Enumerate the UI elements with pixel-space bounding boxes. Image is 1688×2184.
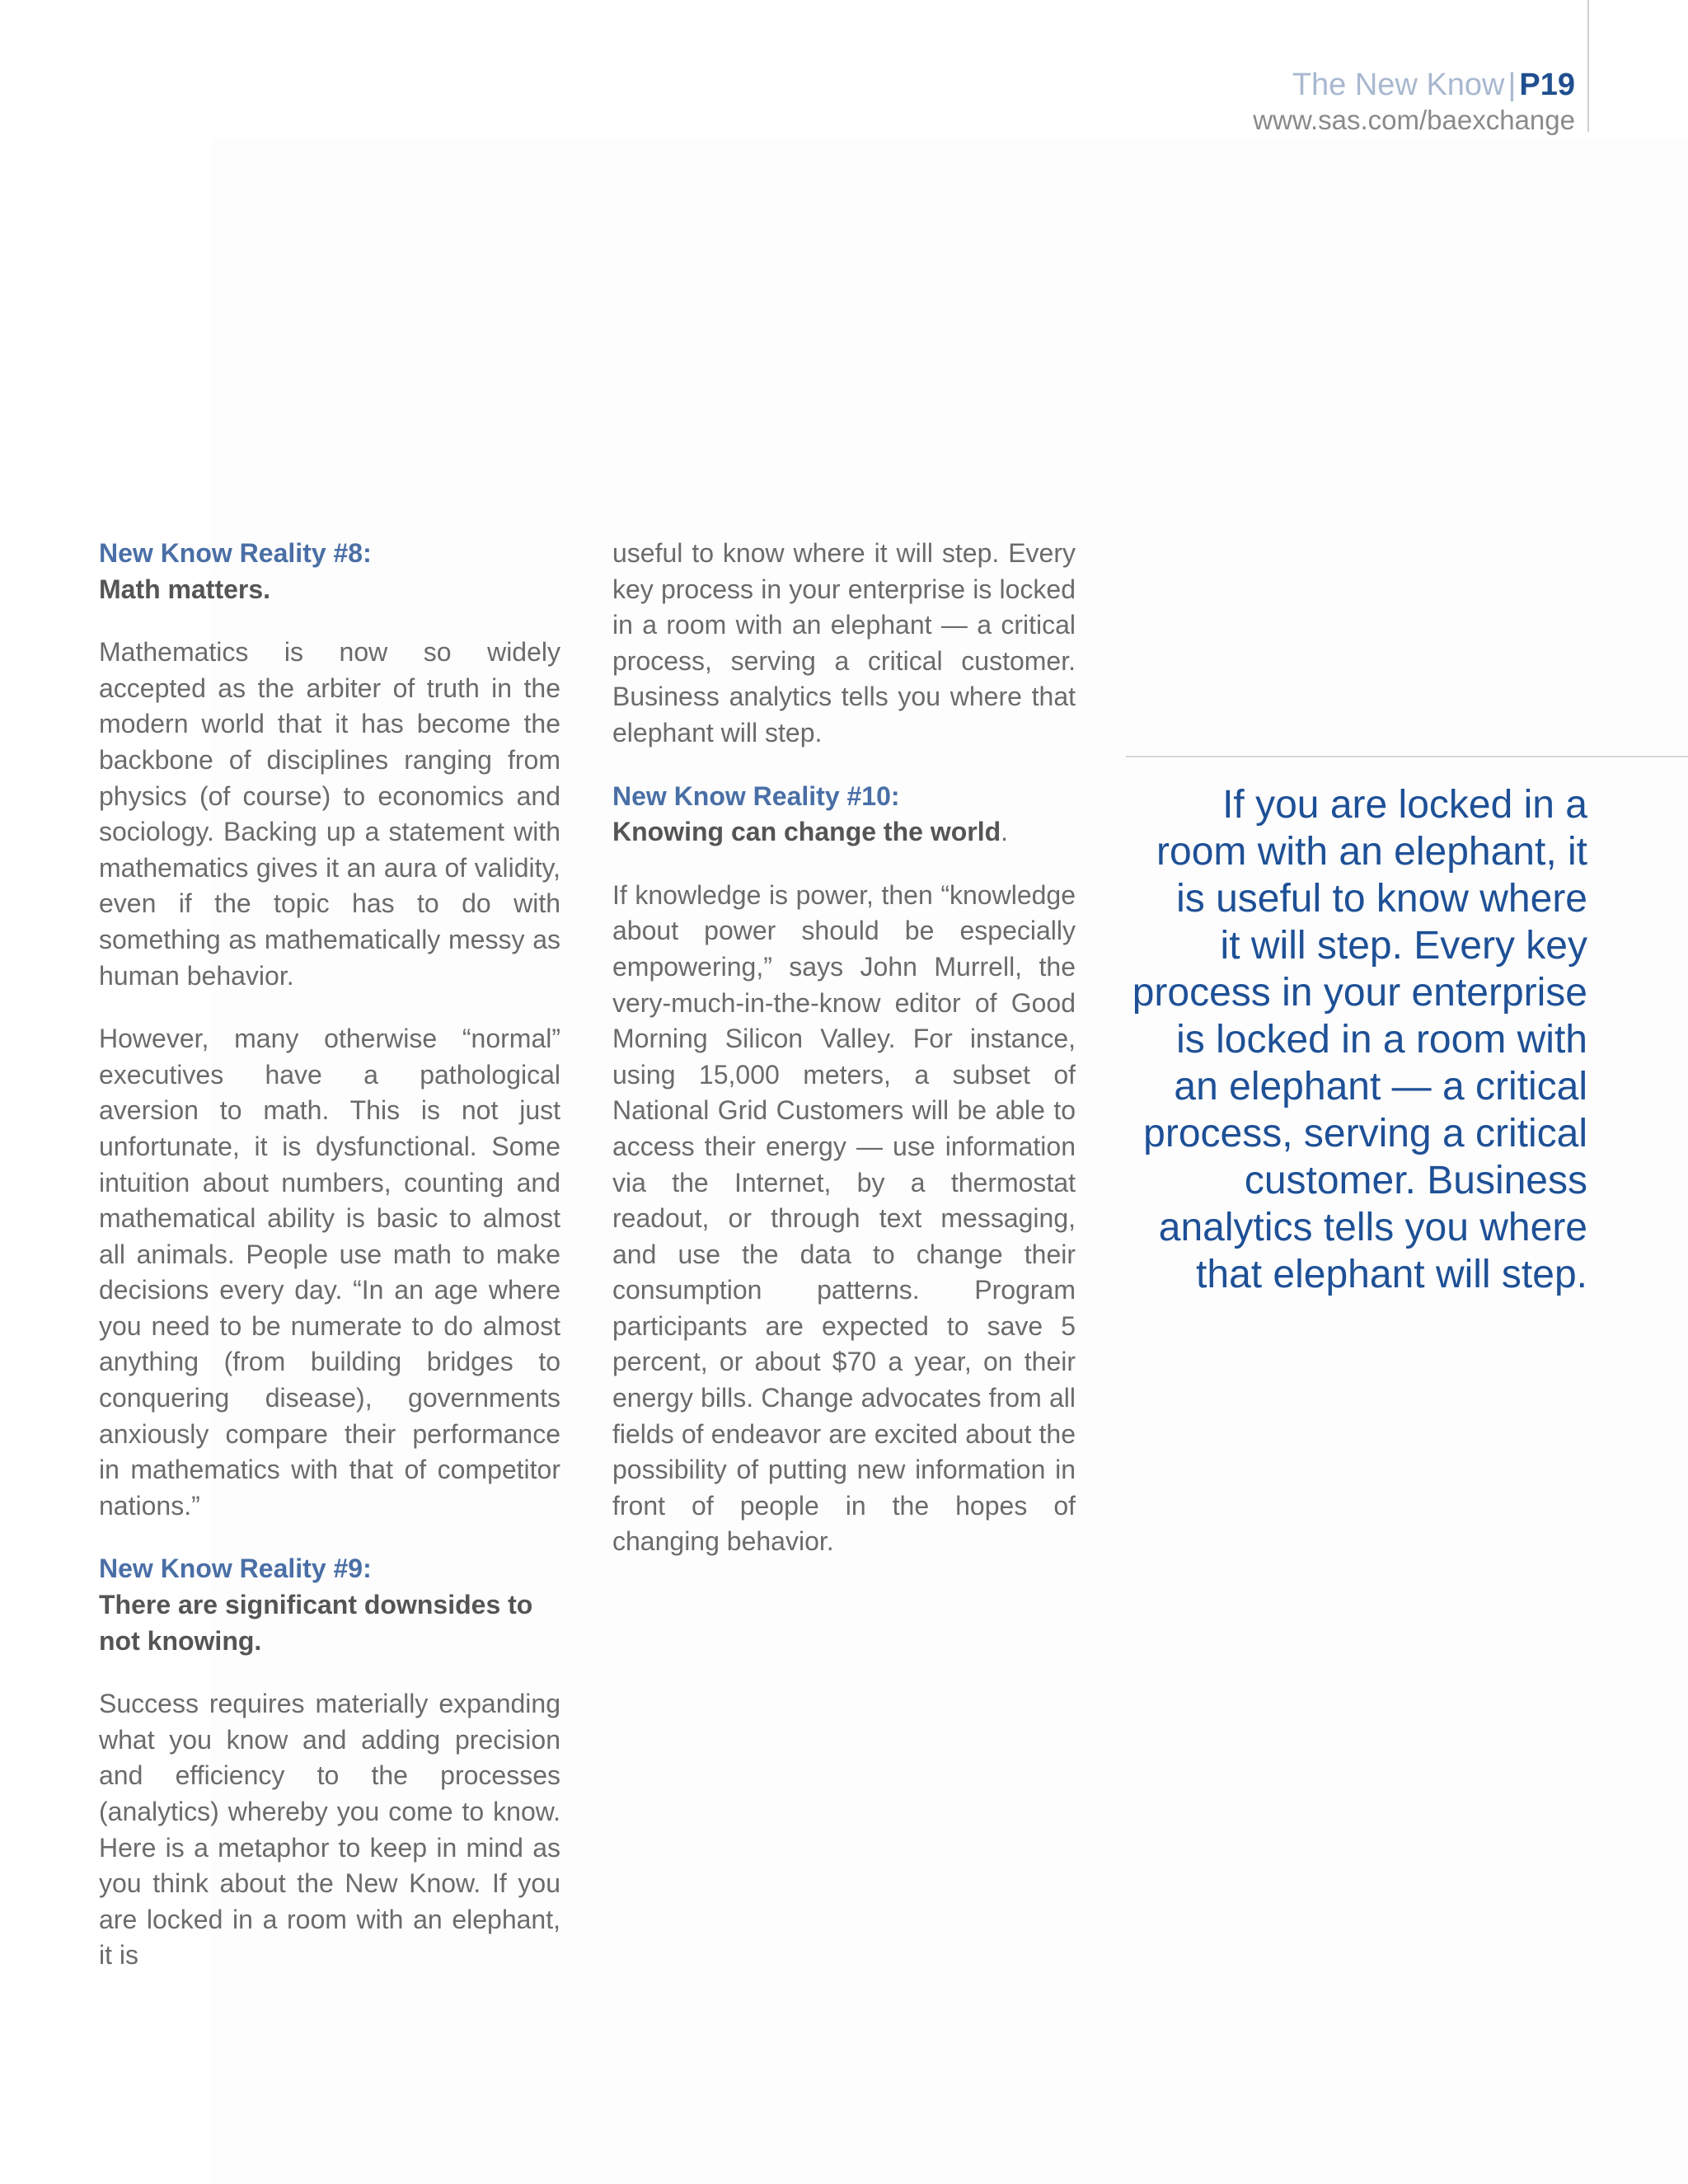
paragraph: Success requires materially expanding what you know and adding precision and efficiency to the processes (analytics) whereby you come to know. Here is a metaphor to keep in mind as you think about the New Know. If you are locked in a room with an elephant, it is (99, 1689, 560, 1971)
section-10-subheading (612, 814, 1076, 851)
pull-quote (1121, 781, 1587, 1298)
section-10-subheading-text: Knowing can change the world (612, 817, 1001, 847)
section-8-subheading: Math matters. (99, 574, 271, 604)
section-8-heading-block (99, 536, 560, 607)
pull-quote-line: it will step. Every key (1220, 924, 1587, 968)
section-10-subheading-period: . (1001, 817, 1009, 847)
header-title: The New Know (1292, 68, 1505, 102)
running-header (1292, 64, 1575, 105)
pull-quote-line: customer. Business (1244, 1159, 1587, 1202)
section-9-subheading: There are significant downsides to not knowing. (99, 1590, 533, 1656)
header-url[interactable]: www.sas.com/baexchange (1253, 105, 1575, 135)
header-separator: | (1507, 68, 1517, 102)
section-8-heading: New Know Reality #8: (99, 538, 372, 568)
pull-quote-line: process in your enterprise (1132, 971, 1587, 1015)
pull-quote-line: an elephant — a critical (1174, 1065, 1587, 1108)
pull-quote-line: is useful to know where (1176, 877, 1587, 921)
pull-quote-line: that elephant will step. (1196, 1253, 1587, 1296)
paragraph: useful to know where it will step. Every key process in your enterprise is locked in a room with an elephant — a critical process, serving a critical customer. Business analytics tells you where that elephant will step. (612, 538, 1076, 748)
pull-quote-line: If you are locked in a (1222, 783, 1587, 827)
column-left (99, 536, 560, 2001)
section-10-heading: New Know Reality #10: (612, 780, 900, 811)
section-9-heading-block (99, 1551, 560, 1659)
header-vertical-rule (1587, 0, 1589, 132)
pull-quote-line: analytics tells you where (1158, 1206, 1587, 1249)
pull-quote-line: is locked in a room with (1176, 1018, 1587, 1062)
section-9-heading: New Know Reality #9: (99, 1554, 372, 1584)
page-number: P19 (1519, 68, 1575, 102)
pull-quote-rule (1126, 756, 1688, 757)
paragraph: However, many otherwise “normal” executives have a pathological aversion to math. This is not just unfortunate, it is dysfunctional. Some intuition about numbers, counting and mathematical ability is basic to almost all animals. People use math to make decisions every day. “In an age where you need to be numerate to do almost anything (from building bridges to conquering disease), governments anxiously compare their performance in mathematics with that of competitor nations.” (99, 1024, 560, 1521)
pull-quote-line: room with an elephant, it (1156, 830, 1587, 874)
column-middle (612, 536, 1076, 1587)
paragraph: If knowledge is power, then “knowledge about power should be especially empowering,” says John Murrell, the very-much-in-the-know editor of Good Morning Silicon Valley. For instance, using 15,000 meters, a subset of National Grid Customers will be able to access their energy — use information via the Internet, by a thermostat readout, or through text messaging, and use the data to change their consumption patterns. Program participants are expected to save 5 percent, or about $70 a year, on their energy bills. Change advocates from all fields of endeavor are excited about the possibility of putting new information in front of people in the hopes of changing behavior. (612, 879, 1076, 1557)
pull-quote-line: process, serving a critical (1143, 1112, 1587, 1155)
section-10-heading-block (612, 779, 1076, 851)
paragraph: Mathematics is now so widely accepted as the arbiter of truth in the modern world that it has become the backbone of disciplines ranging from physics (of course) to economics and sociology. Backing up a statement with mathematics gives it an aura of validity, even if the topic has to do with something as mathematically messy as human behavior. (99, 637, 560, 991)
